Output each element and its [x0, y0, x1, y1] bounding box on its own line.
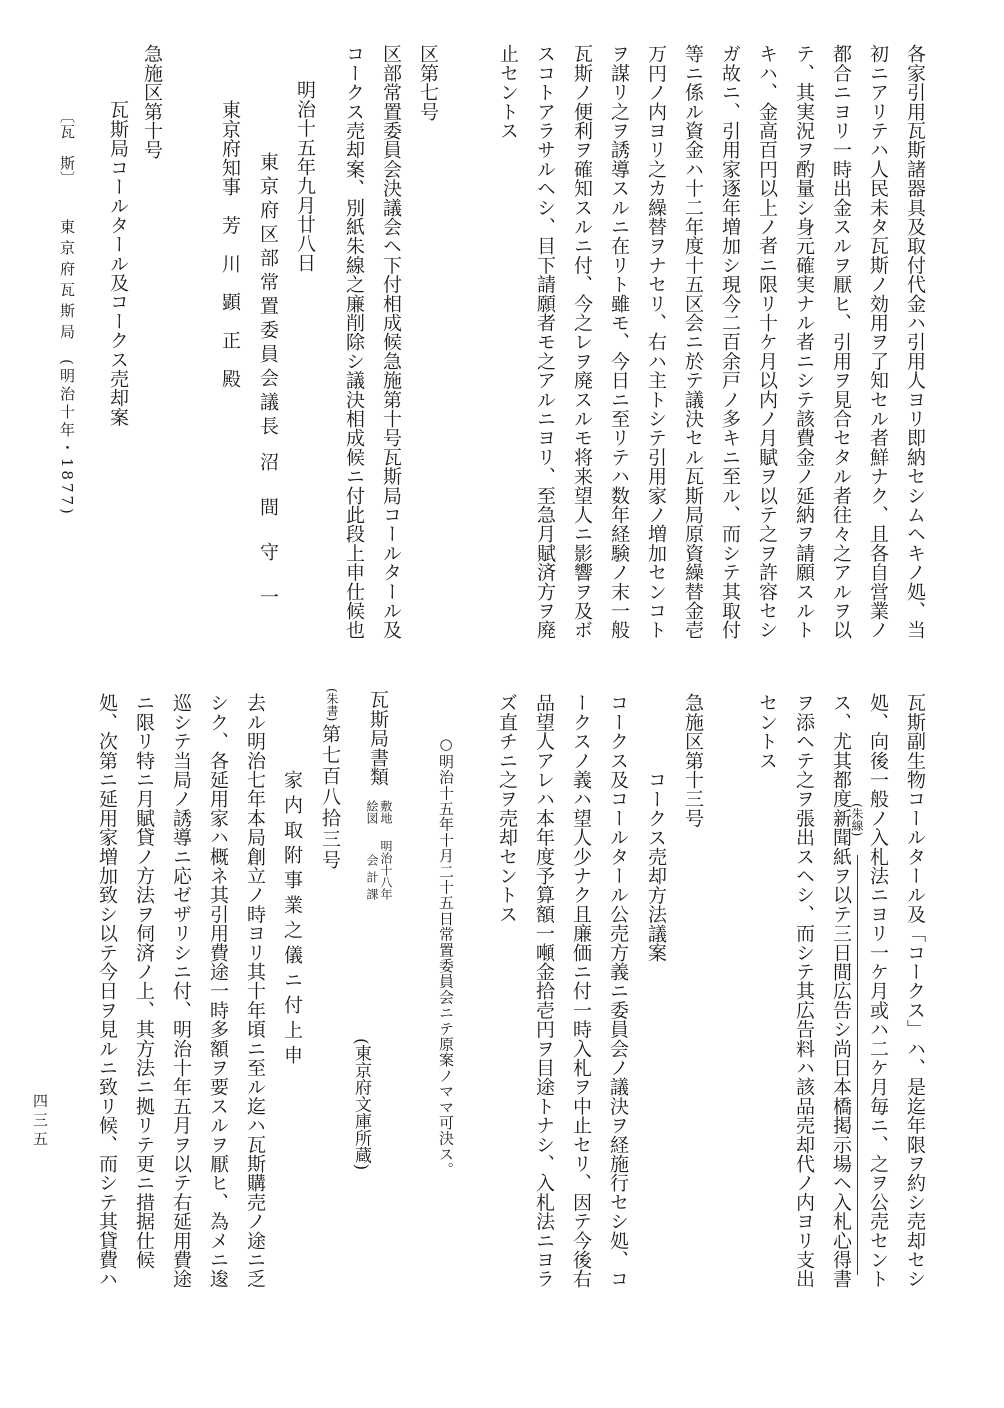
- source-citation: (東京府文庫所蔵): [351, 1038, 371, 1171]
- body-line: キハ、金高百円以上ノ者ニ限リ十ケ月以内ノ月賦ヲ以テ之ヲ許容セシ: [756, 44, 778, 640]
- body-line: スコトアラサルヘシ、目下請願者モ之アルニヨリ、至急月賦済方ヲ廃: [534, 44, 556, 640]
- collection-year: 明治十八年: [379, 840, 393, 900]
- running-header: [58, 108, 76, 516]
- red-ink-note: (朱書): [325, 688, 339, 722]
- body-line: 初ニアリテハ人民未タ瓦斯ノ効用ヲ了知セル者鮮ナク、且各自営業ノ: [867, 44, 889, 640]
- body-line: シク、各延用家ハ概ネ其引用費途一時多額ヲ要スルヲ厭ヒ、為メニ逡: [207, 693, 229, 1289]
- subtitle-right: 敷地: [379, 800, 393, 824]
- body-line: テ、其実況ヲ酌量シ身元確実ナル者ニシテ該費金ノ延納ヲ請願スルト: [793, 44, 815, 640]
- body-line: ヲ謀リ之ヲ誘導スルニ在リト雖モ、今日ニ至リテハ数年経験ノ末一般: [608, 44, 630, 640]
- document-title: 家内取附事業之儀ニ付上申: [281, 770, 303, 1070]
- header-period: (明治十年・1877): [58, 358, 76, 517]
- proposal-title: 瓦斯局コールタール及コークス売却案: [107, 100, 129, 427]
- body-line: 止セントス: [497, 44, 519, 140]
- sender-name: 沼 間 守 一: [257, 452, 279, 610]
- body-line: 品望人アレハ本年度予算額一噸金拾壱円ヲ目途トナシ、入札法ニヨラ: [533, 693, 555, 1289]
- proposal-number: 急施区第十号: [141, 44, 163, 160]
- resolution-note: ○明治十五年十月二十五日常置委員会ニテ原案ノママ可決ス。: [437, 735, 455, 1178]
- collection-title: 瓦斯局書類: [367, 690, 389, 786]
- collection-section: 会計課: [365, 854, 379, 905]
- body-line: ニ限リ特ニ月賦貸ノ方法ヲ伺済ノ上、其方法ニ拠リテ更ニ措据仕候: [133, 693, 155, 1269]
- body-line: 処、向後一般ノ入札法ニヨリ一ケ月或ハ二ケ月毎ニ、之ヲ公売セント: [867, 693, 889, 1289]
- report-body-line: 区部常置委員会決議会ヘ下付相成候急施第十号瓦斯局コールタール及: [380, 44, 402, 640]
- red-line-note: (朱線): [850, 803, 864, 837]
- proposal-13-title: コークス売却方法議案: [645, 770, 667, 962]
- header-office: 東京府瓦斯局: [58, 218, 76, 345]
- sender-title: 東京府区部常置委員会議長: [257, 152, 279, 440]
- collection-subtitle: [365, 800, 393, 824]
- document-number: 第七百八拾三号: [319, 724, 341, 871]
- body-line: ス、尤其都度新聞紙ヲ以テ三日間広告シ尚日本橋掲示場ヘ入札心得書: [830, 693, 852, 1289]
- body-line: ークスノ義ハ望人少ナク且廉価ニ付一時入札ヲ中止セリ、因テ今後右: [570, 693, 592, 1289]
- body-line: コークス及コールタール公売方義ニ委員会ノ議決ヲ経施行セシ処、コ: [607, 693, 629, 1289]
- proposal-13-number: 急施区第十三号: [682, 693, 704, 828]
- body-line: ガ故ニ、引用家逐年増加シ現今二百余戸ノ多キニ至ル、而シテ其取付: [719, 44, 741, 640]
- body-line: 瓦斯ノ便利ヲ確知スルニ付、今之レヲ廃スルモ将来望人ニ影響ヲ及ボ: [571, 44, 593, 640]
- recipient: 東京府知事 芳 川 顕 正 殿: [219, 100, 241, 388]
- body-line: 巡シテ当局ノ誘導ニ応ゼザリシニ付、明治十年五月ヲ以テ右延用費途: [170, 693, 192, 1289]
- body-line: 都合ニヨリ一時出金スルヲ厭ヒ、引用ヲ見合セタル者往々之アルヲ以: [830, 44, 852, 640]
- body-line: セントス: [756, 693, 778, 770]
- body-line: 各家引用瓦斯諸器具及取付代金ハ引用人ヨリ即納セシムヘキノ処、当: [904, 44, 926, 640]
- body-line: 処、次第ニ延用家増加致シ以テ今日ヲ見ルニ致リ候、而シテ其貸費ハ: [96, 693, 118, 1289]
- subtitle-left: 絵図: [365, 800, 379, 824]
- body-line: 万円ノ内ヨリ之カ繰替ヲナセリ、右ハ主トシテ引用家ノ増加センコト: [645, 44, 667, 640]
- report-date: 明治十五年九月廿八日: [294, 80, 316, 272]
- body-line: 瓦斯副生物コールタール及「コークス」ハ、是迄年限ヲ約シ売却セシ: [904, 693, 926, 1289]
- report-number: 区第七号: [417, 44, 439, 121]
- collection-meta: [365, 840, 393, 905]
- body-line: ズ直チニ之ヲ売却セントス: [496, 693, 518, 924]
- body-line: 等ニ係ル資金ハ十二年度十五区会ニ於テ議決セル瓦斯局原資繰替金壱: [682, 44, 704, 640]
- report-body-line: コークス売却案、別紙朱線之廉削除シ議決相成候ニ付此段上申仕候也: [343, 44, 365, 640]
- body-line: ヲ添ヘテ之ヲ張出スヘシ、而シテ其広告料ハ該品売却代ノ内ヨリ支出: [793, 693, 815, 1289]
- body-line: 去ル明治七年本局創立ノ時ヨリ其十年頃ニ至ル迄ハ瓦斯購売ノ途ニ乏: [244, 693, 266, 1289]
- header-category: 〔瓦 斯〕: [58, 108, 76, 187]
- page-number: 四三五: [31, 1093, 49, 1150]
- red-line-marker: [857, 855, 858, 1275]
